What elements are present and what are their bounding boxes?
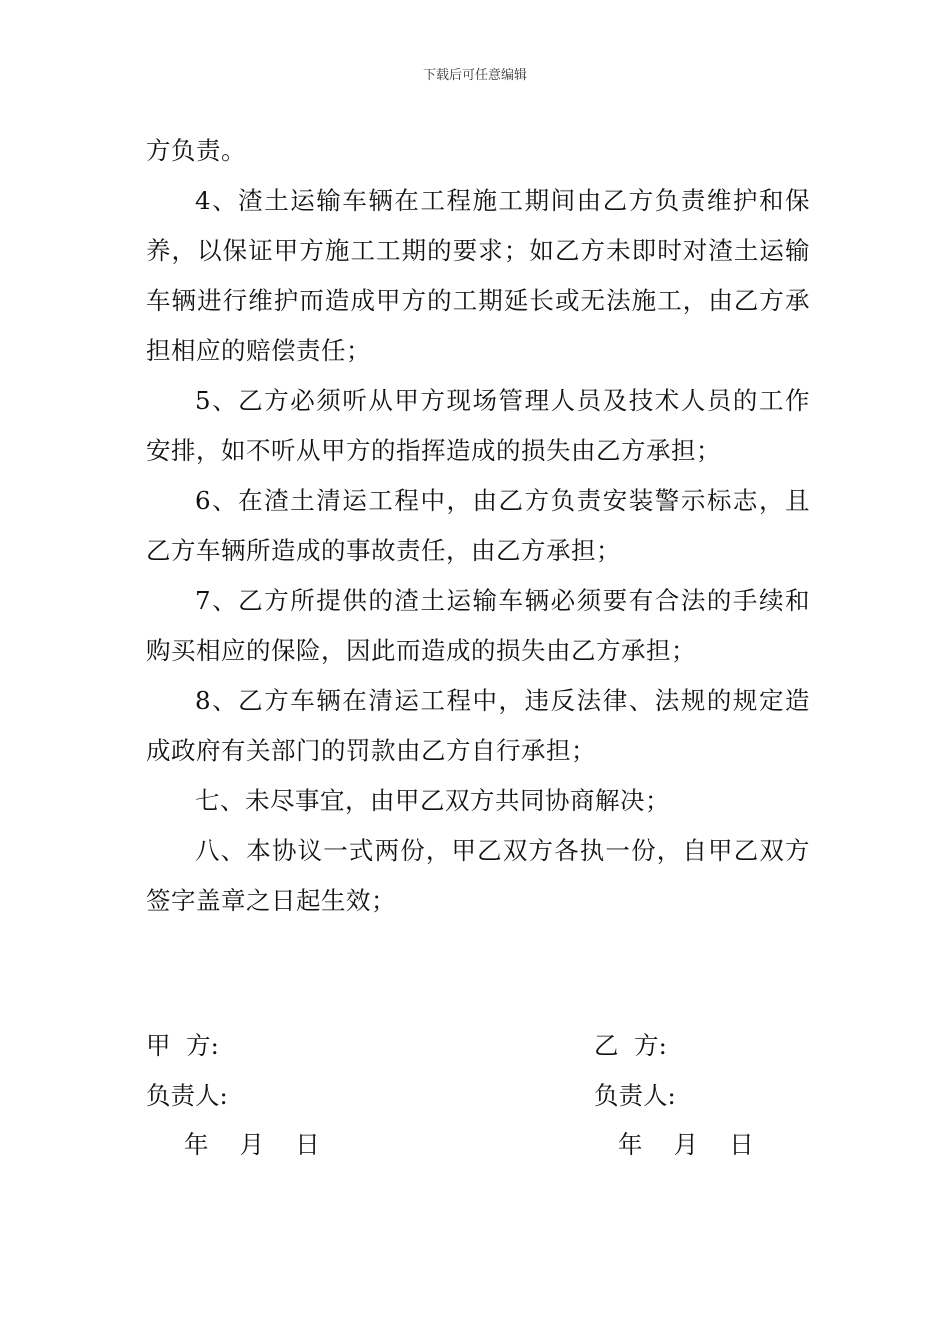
paragraph-continuation: 方负责。 xyxy=(146,136,246,165)
party-a-responsible-label: 负责人: xyxy=(146,1081,228,1110)
page-header-note: 下载后可任意编辑 xyxy=(422,68,527,83)
contract-body xyxy=(146,126,810,926)
party-a-name-label: 甲 方: xyxy=(146,1031,219,1060)
party-a-date-label: 年 月 日 xyxy=(184,1130,320,1159)
party-b-name-label: 乙 方: xyxy=(594,1031,667,1060)
paragraph-clause-7: 7、乙方所提供的渣土运输车辆必须要有合法的手续和购买相应的保险，因此而造成的损失由乙方承担； xyxy=(146,586,810,665)
paragraph-clause-4: 4、渣土运输车辆在工程施工期间由乙方负责维护和保养，以保证甲方施工工期的要求；如乙方未即时对渣土运输车辆进行维护而造成甲方的工期延长或无法施工，由乙方承担相应的赔偿责任； xyxy=(146,186,810,365)
paragraph-clause-8: 8、乙方车辆在清运工程中，违反法律、法规的规定造成政府有关部门的罚款由乙方自行承担； xyxy=(146,686,810,765)
party-b-date-label: 年 月 日 xyxy=(618,1130,754,1159)
paragraph-article-7: 七、未尽事宜，由甲乙双方共同协商解决； xyxy=(195,786,670,815)
paragraph-clause-5: 5、乙方必须听从甲方现场管理人员及技术人员的工作安排，如不听从甲方的指挥造成的损失由乙方承担； xyxy=(146,386,810,465)
paragraph-clause-6: 6、在渣土清运工程中，由乙方负责安装警示标志，且乙方车辆所造成的事故责任，由乙方承担； xyxy=(146,486,810,565)
paragraph-article-8: 八、本协议一式两份，甲乙双方各执一份，自甲乙双方签字盖章之日起生效； xyxy=(146,836,810,915)
party-b-responsible-label: 负责人: xyxy=(594,1081,676,1110)
